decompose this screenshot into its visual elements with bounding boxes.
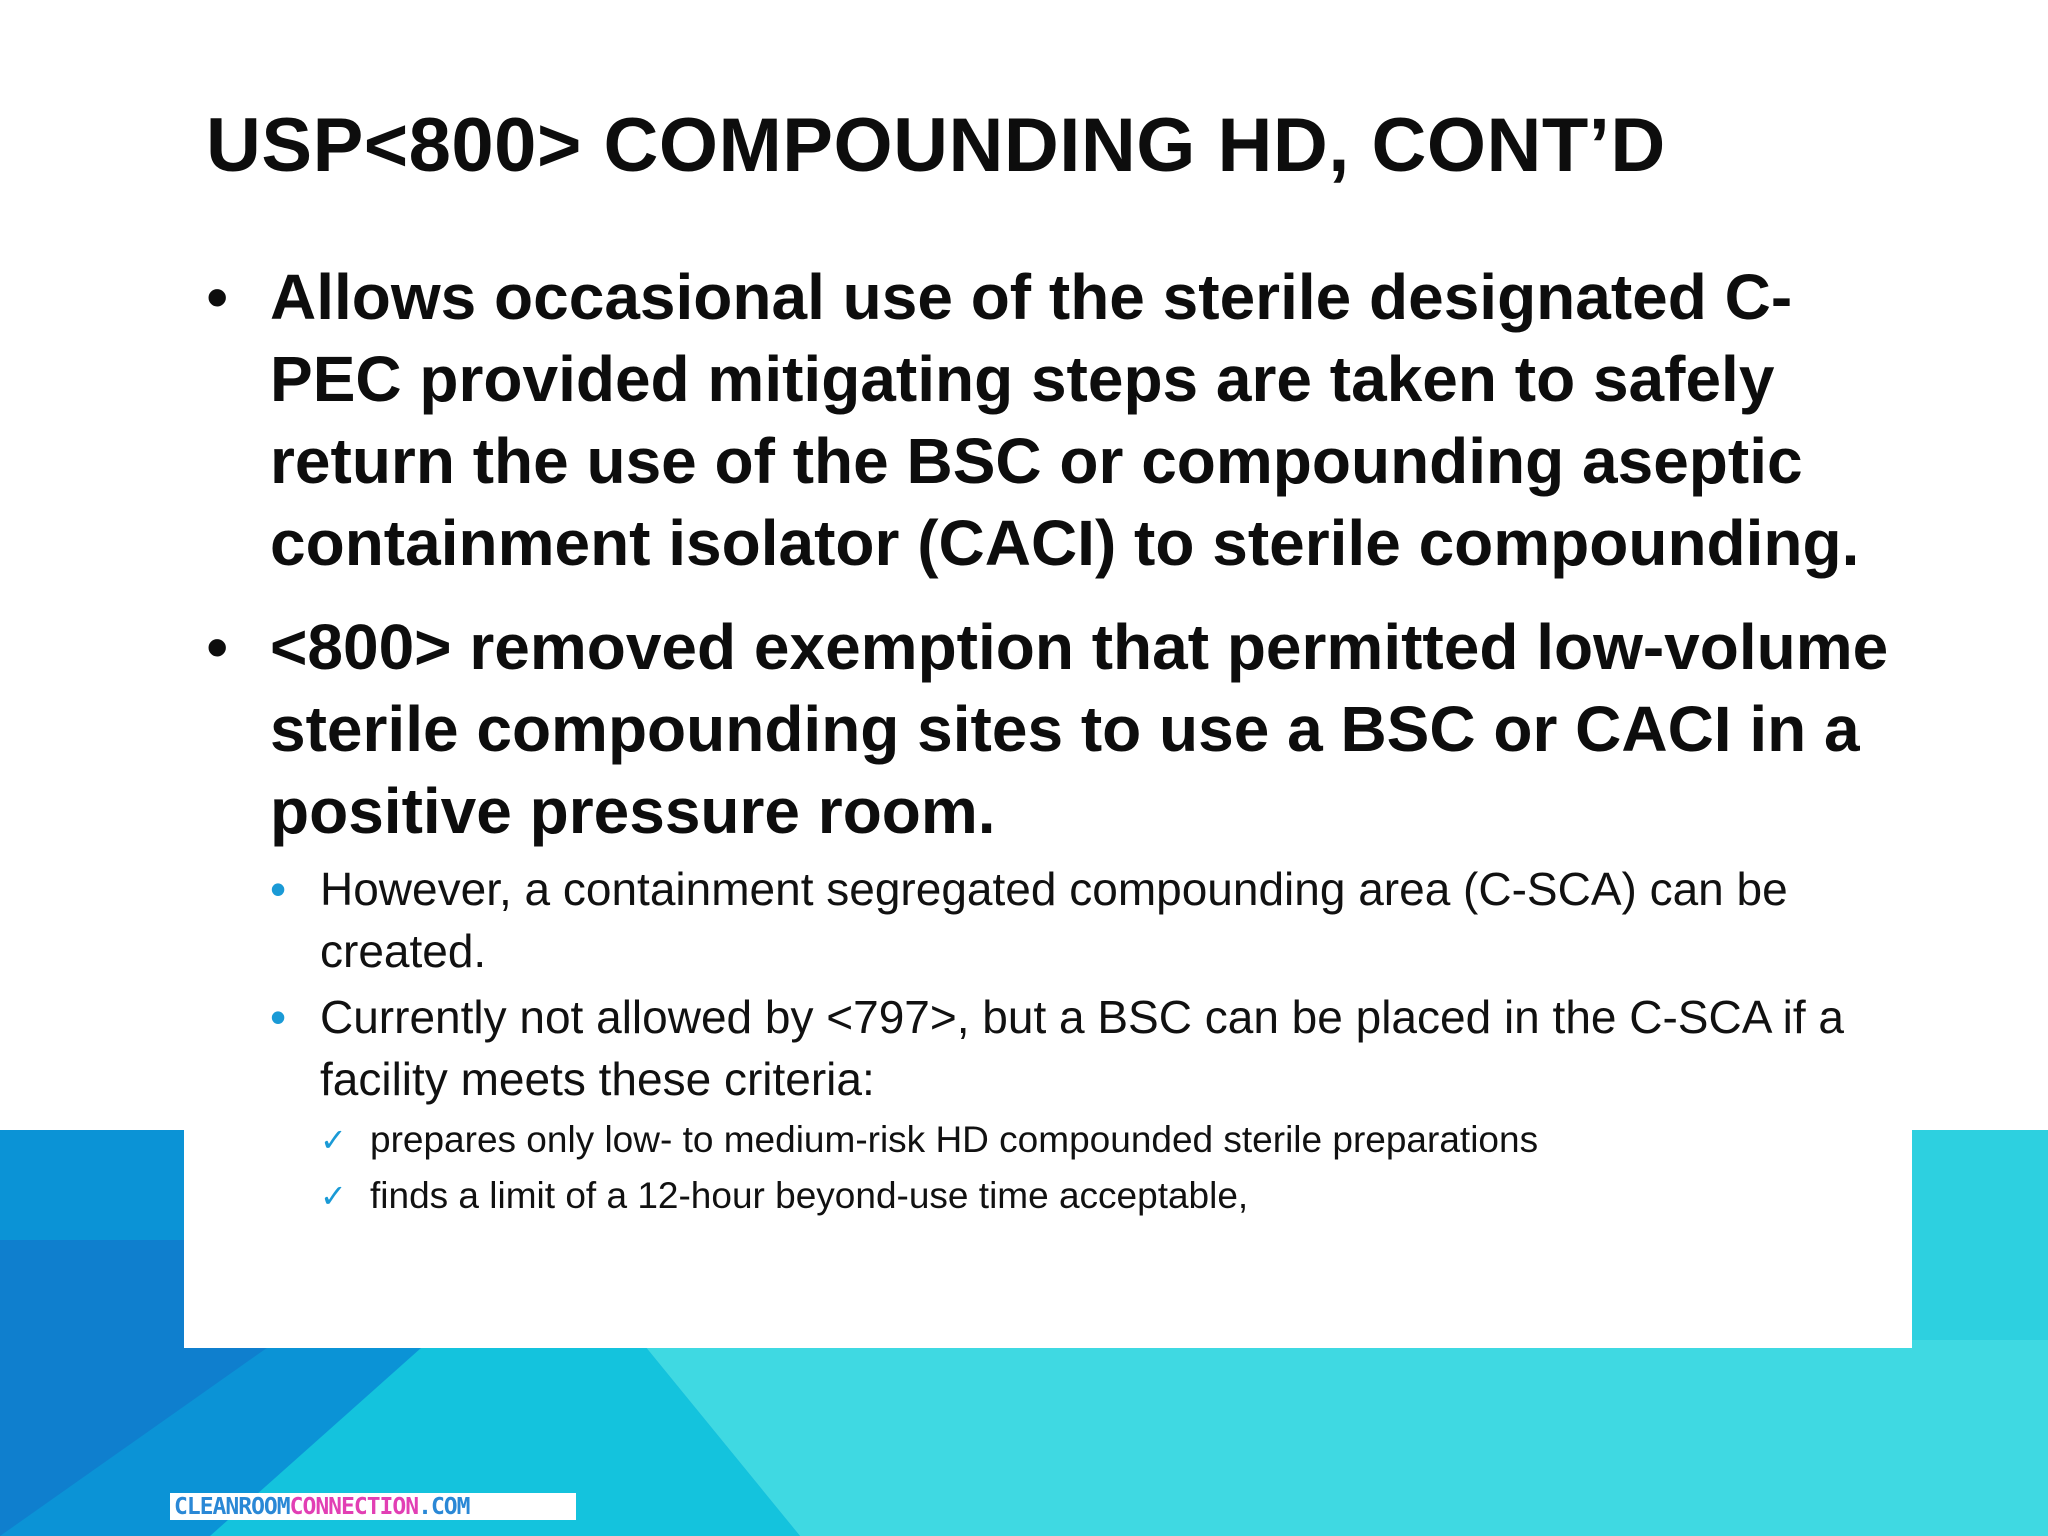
sub-bullet-marker: • (270, 991, 287, 1043)
bullet-text: <800> removed exemption that permitted low-volume sterile compounding sites to use a BSC or CACI in a positive pressure room. (270, 611, 1889, 847)
checkmark-icon: ✓ (320, 1177, 347, 1215)
bullet-text: Allows occasional use of the sterile designated C-PEC provided mitigating steps are taken to safely return the use of the BSC or compounding aseptic containment isolator (CACI) to sterile compounding. (270, 261, 1860, 579)
logo-text-part1: CLEANROOM (174, 1493, 290, 1520)
cleanroom-connection-logo (170, 1493, 576, 1520)
sub-bullet-item (270, 858, 1906, 982)
bullet-item (206, 256, 1906, 584)
checklist-text: finds a limit of a 12-hour beyond-use time acceptable, (370, 1175, 1249, 1216)
bullet-marker: • (206, 261, 229, 333)
bullet-item (206, 606, 1906, 1224)
sub-bullet-item (270, 986, 1906, 1224)
bullet-marker: • (206, 611, 229, 683)
sub-bullet-list (270, 858, 1906, 1224)
bullet-list (206, 256, 1906, 1246)
checklist (320, 1112, 1906, 1224)
checklist-item (320, 1168, 1906, 1224)
sub-bullet-marker: • (270, 863, 287, 915)
checklist-text: prepares only low- to medium-risk HD compounded sterile preparations (370, 1119, 1539, 1160)
sub-bullet-text: However, a containment segregated compounding area (C-SCA) can be created. (320, 863, 1788, 977)
logo-text-part2: CONNECTION (289, 1493, 419, 1520)
checkmark-icon: ✓ (320, 1121, 347, 1159)
sub-bullet-text: Currently not allowed by <797>, but a BSC can be placed in the C-SCA if a facility meets these criteria: (320, 991, 1844, 1105)
checklist-item (320, 1112, 1906, 1168)
slide-title: USP<800> COMPOUNDING HD, CONT’D (206, 103, 1666, 188)
band-light-cyan (640, 1340, 2048, 1536)
logo-text-part3: .COM (418, 1493, 470, 1520)
